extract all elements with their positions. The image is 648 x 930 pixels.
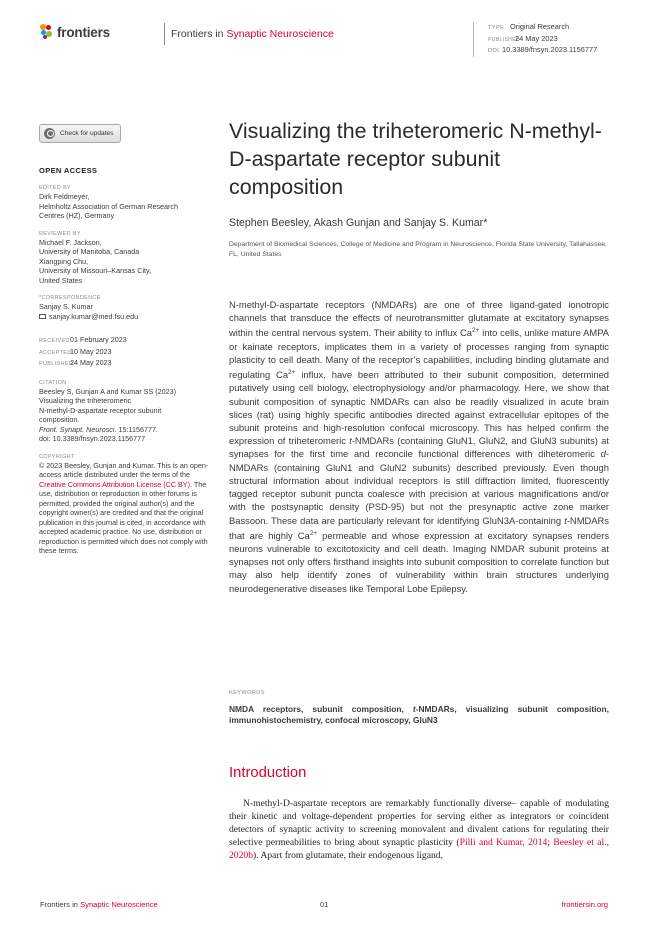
editor-line: Centres (HZ), Germany [39,211,115,220]
intro-text: ). Apart from glutamate, their endogenous ligand, [252,850,443,862]
citation-journal: Front. Synapt. Neurosci. [39,424,117,434]
introduction-heading: Introduction [229,765,307,781]
date-value: 01 February 2023 [70,335,127,344]
citation-line: Visualizing the triheteromeric [39,396,132,405]
keywords [229,704,609,726]
correspondence-email-row [39,312,213,322]
abstract-text: -NMDARs that are highly Ca [229,514,609,541]
citation-line: composition. [39,415,80,424]
date-value: 24 May 2023 [70,358,112,367]
article-sidebar [39,124,213,556]
italic-prefix: d [600,448,606,460]
journal-accent: Synaptic Neuroscience [226,28,334,40]
meta-key: TYPE [488,25,505,31]
doi-link[interactable]: 10.3389/fnsyn.2023.1156777 [502,45,598,54]
citation-link[interactable]: Beesley et al., 2020b [229,837,609,862]
article-title: Visualizing the triheteromeric N-methyl-D-aspartate receptor subunit composition [229,119,602,199]
date-key: RECEIVED [39,338,70,344]
citation [39,387,213,444]
abstract-text: into cells, unlike mature AMPA or kainate receptors, implicates them in a variety of processes ranging from synaptic plasticity to cell death. Many of the receptor’s capabilities, including binding glutamate and regulating Ca [229,327,610,381]
meta-doi [488,45,597,57]
footer-url-link[interactable]: frontiersin.org [561,900,608,909]
correspondence-name: Sanjay S. Kumar [39,302,93,311]
page-footer [40,900,608,914]
footer-journal [40,900,158,909]
date-row [39,335,213,347]
author-affiliation: Department of Biomedical Sciences, College of Medicine and Program in Neuroscience, Florida State University, Tallahassee, FL, United States [229,241,607,258]
reviewer-line: University of Manitoba, Canada [39,247,140,256]
article-authors: Stephen Beesley, Akash Gunjan and Sanjay S. Kumar* [229,217,488,229]
citation-link[interactable]: Pilli and Kumar, 2014 [459,837,548,849]
correspondence [39,302,213,321]
copyright-part: . The use, distribution or reproduction in other forums is permitted, provided the original author(s) and the copyright owner(s) are credited and that the original publication in this journal is cited, in accordance with accepted academic practice. No use, distribution or reproduction is permitted which does not comply with these terms. [39,479,208,555]
citation-heading: CITATION [39,379,67,386]
editor-line: Helmholtz Association of German Research [39,201,179,211]
date-row [39,347,213,359]
citation-line: Beesley S, Gunjan A and Kumar SS (2023) [39,386,177,396]
dates [39,335,213,370]
meta-value: 24 May 2023 [515,33,558,43]
frontiers-logo[interactable] [40,24,110,40]
abstract [229,298,609,595]
intro-text: N-methyl-D-aspartate receptors are remarkably functionally diverse– capable of modulating their kinetic and voltage-dependent properties for serving either as integrators or coincident detectors of synaptic activity to screening monovalent and divalent cations for regulating their selective permeabilities to bring about synaptic plasticity ( [229,798,609,849]
edited-by-heading: EDITED BY [39,185,72,191]
reviewer-line: Xiangping Chu, [39,256,89,266]
citation-journal-line [39,425,213,435]
journal-name[interactable] [171,28,334,40]
header-divider [164,23,165,45]
superscript: 2+ [472,327,480,335]
correspondence-heading: *CORRESPONDENCE [39,295,101,301]
citation-volume: 15:1156777. [116,424,158,434]
reviewer-line: Michael F. Jackson, [39,237,102,247]
citation-doi: doi: 10.3389/fnsyn.2023.1156777 [39,434,146,443]
meta-published [488,34,597,46]
editor-line: Dirk Feldmeyer, [39,192,90,201]
citation-line: N-methyl-D-aspartate receptor subunit [39,405,162,415]
copyright-part: © 2023 Beesley, Gunjan and Kumar. This is an open-access article distributed under the terms of the [39,460,209,479]
abstract-text: -NMDARs (containing GluN1 and GluN2 subunits) described previously. Even though structural information about individual receptors is still diffraction limited, fluorescently tagged receptor subunit puncta coalesce with precision at various magnifications and/or with the postsynaptic density (PSD-95) but not the presynaptic active zone marker Bassoon. These data are particularly relevant for identifying GluN3A-containing [229,448,609,526]
abstract-text: permeable and whose expression at excitatory synapses renders neurons vulnerable to excitotoxicity and cell death. Imaging NMDAR subunit proteins at synapses not only offers firsthand insights into subunit composition to correlate function but may also help identify zones of vulnerability within brain structures underlying neurodegenerative diseases like Temporal Lobe Epilepsy. [229,529,610,594]
keywords-heading: KEYWORDS [229,690,265,696]
reviewed-by-heading: REVIEWED BY [39,230,81,237]
frontiers-logo-icon [40,24,53,40]
meta-type [488,22,597,34]
meta-key: PUBLISHED [488,36,520,43]
copyright-text [39,461,213,556]
page-header [40,22,610,56]
mail-icon [39,314,46,319]
journal-prefix: Frontiers in [171,28,224,40]
italic-prefix: t [412,704,416,714]
article-meta [473,22,597,57]
footer-journal-prefix: Frontiers in [40,900,81,909]
keywords-text: -NMDARs, visualizing subunit composition, immunohistochemistry, confocal microscopy, GluN3 [229,704,609,725]
superscript: 2+ [309,529,318,537]
meta-key: DOI [488,48,500,54]
cc-by-link[interactable]: Creative Commons Attribution License (CC BY) [39,479,190,489]
meta-value: Original Research [510,22,570,31]
abstract-text: -NMDARs (containing GluN1, GluN2, and GluN3 subunits) at synapses for the first time and reconcile functional differences with diheteromeric [229,435,609,460]
open-access-label: OPEN ACCESS [39,166,98,175]
italic-prefix: t [349,435,352,447]
brand-name: frontiers [57,24,110,40]
edited-by [39,192,213,221]
page-number: 01 [320,900,329,909]
date-value: 10 May 2023 [70,346,112,356]
abstract-text: influx, have been attributed to their subunit composition, determined putatively using cell biology, electrophysiology and/or pharmacology. Here, we show that subunit composition of synaptic NMDARs can also be readily visualized in acute brain slices (rat) using highly specific antibodies directed against extracellular epitopes of the subunit proteins and high-resolution confocal microscopy. This has helped confirm the expression of triheteromeric [229,369,609,447]
reviewed-by [39,238,213,286]
introduction-paragraph [229,797,609,862]
footer-journal-accent: Synaptic Neuroscience [80,900,158,909]
check-updates-label: Check for updates [60,130,114,137]
keywords-text: NMDA receptors, subunit composition, [229,704,413,714]
date-key: PUBLISHED [39,361,74,367]
correspondence-email-link[interactable]: sanjay.kumar@med.fsu.edu [49,311,139,321]
reviewer-line: University of Missouri–Kansas City, [39,266,152,275]
date-row [39,358,213,370]
update-icon [44,128,55,139]
superscript: 2+ [288,369,296,377]
abstract-text: N-methyl-D-aspartate receptors (NMDARs) are one of three ligand-gated ionotropic channels that transduce the effects of neurotransmitter glutamate at excitatory synapses within the central nervous system. Their ability to influx Ca [229,299,609,339]
date-key: ACCEPTED [39,349,72,356]
italic-prefix: t [564,514,567,526]
reviewer-line: United States [39,275,83,285]
copyright-heading: COPYRIGHT [39,453,75,460]
intro-text: ; [547,837,554,849]
check-updates-button[interactable] [39,124,121,143]
abstract-paragraph [229,298,609,595]
